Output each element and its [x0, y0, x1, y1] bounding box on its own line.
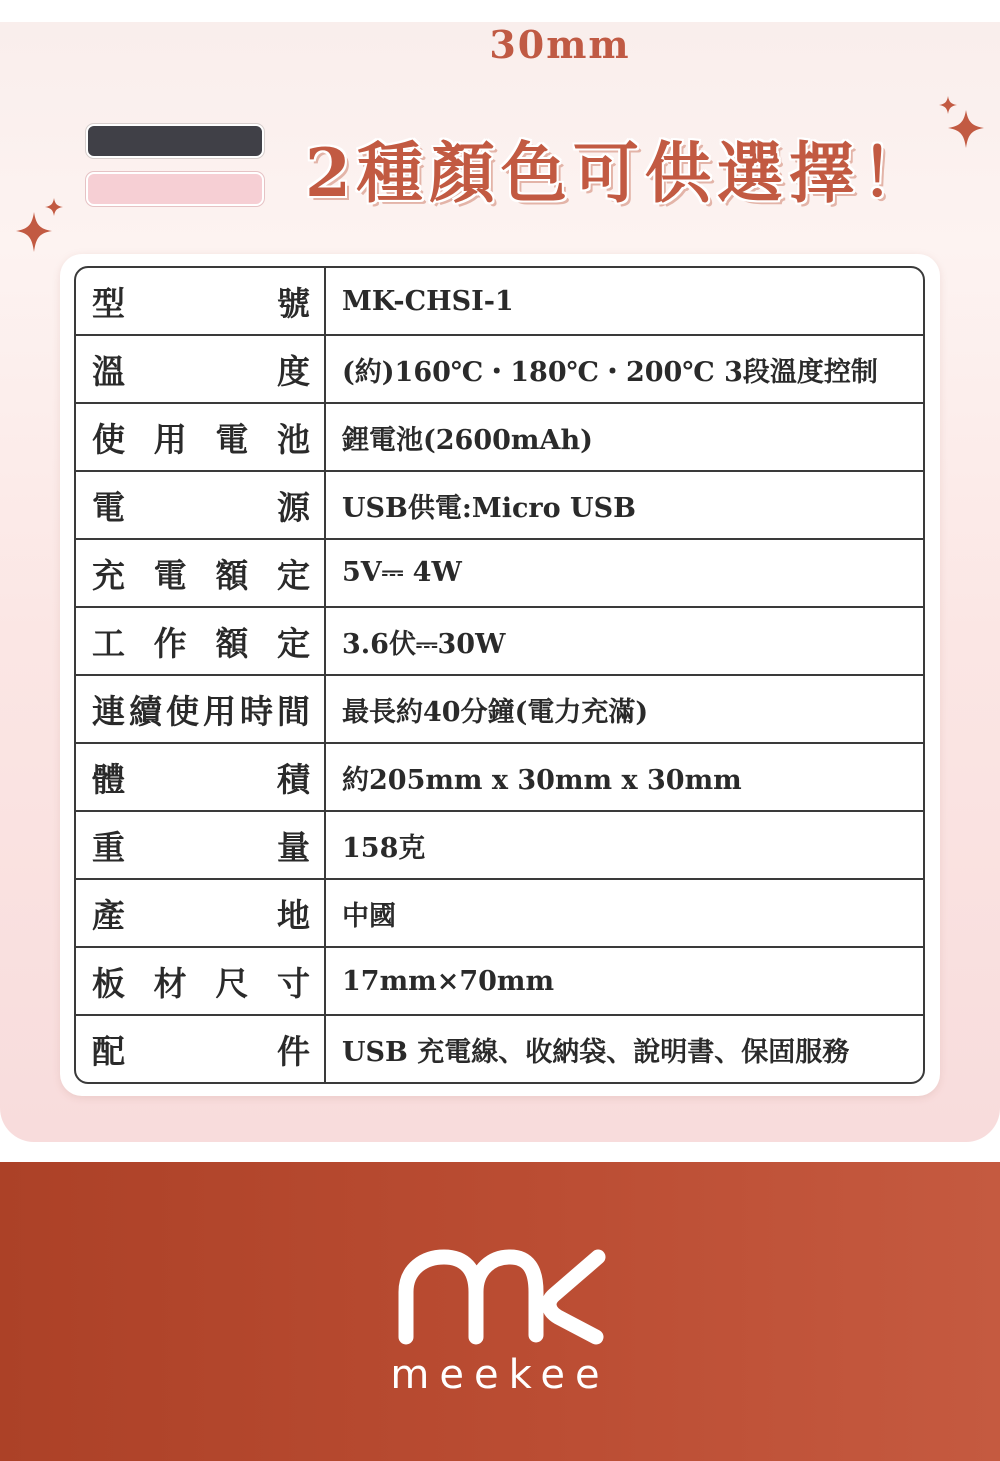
- spec-value: 3.6伏⎓30W: [342, 628, 506, 660]
- spec-row: [76, 334, 923, 402]
- spec-row: [76, 606, 923, 674]
- spec-label: 工作額定: [92, 623, 310, 663]
- spec-label: 溫度: [92, 351, 310, 391]
- spec-row: [76, 946, 923, 1014]
- size-label: 30mm: [489, 22, 631, 67]
- spec-label: 重量: [92, 827, 310, 867]
- spec-label: 板材尺寸: [92, 963, 310, 1003]
- spec-label: 型號: [92, 283, 310, 323]
- spec-value: 約205mm x 30mm x 30mm: [342, 764, 742, 796]
- spec-row: [76, 402, 923, 470]
- spec-value: 158克: [342, 832, 426, 864]
- spec-row: [76, 1014, 923, 1082]
- spec-value: MK-CHSI-1: [342, 285, 514, 317]
- color-swatch-dark: [86, 124, 264, 158]
- spec-label: 配件: [92, 1031, 310, 1071]
- spec-table: [74, 266, 925, 1084]
- spec-value: 17mm×70mm: [342, 965, 555, 997]
- spec-row: [76, 538, 923, 606]
- spec-row: [76, 878, 923, 946]
- spec-value: USB供電:Micro USB: [342, 492, 636, 524]
- spec-label: 體積: [92, 759, 310, 799]
- spec-label: 連續使用時間: [92, 691, 310, 731]
- spec-value: 鋰電池(2600mAh): [342, 424, 593, 456]
- brand-name: meekee: [390, 1352, 610, 1398]
- spec-value: 5V⎓ 4W: [342, 557, 462, 588]
- spec-value: USB 充電線、收納袋、說明書、保固服務: [342, 1036, 850, 1068]
- mk-logo-icon: [396, 1247, 606, 1347]
- spec-label: 電源: [92, 487, 310, 527]
- spec-value: 最長約40分鐘(電力充滿): [342, 696, 649, 728]
- spec-value: 中國: [342, 900, 396, 932]
- spec-label: 充電額定: [92, 555, 310, 595]
- color-swatch-pink: [86, 172, 264, 206]
- sparkle-icon: [938, 96, 986, 152]
- spec-row: [76, 470, 923, 538]
- sparkle-icon: [14, 198, 64, 254]
- spec-row: [76, 810, 923, 878]
- color-options-headline: 2種顏色可供選擇！: [305, 134, 933, 212]
- spec-row: [76, 268, 923, 334]
- spec-row: [76, 674, 923, 742]
- spec-label: 產地: [92, 895, 310, 935]
- spec-label: 使用電池: [92, 419, 310, 459]
- spec-row: [76, 742, 923, 810]
- spec-value: (約)160℃・180℃・200℃ 3段溫度控制: [342, 356, 878, 388]
